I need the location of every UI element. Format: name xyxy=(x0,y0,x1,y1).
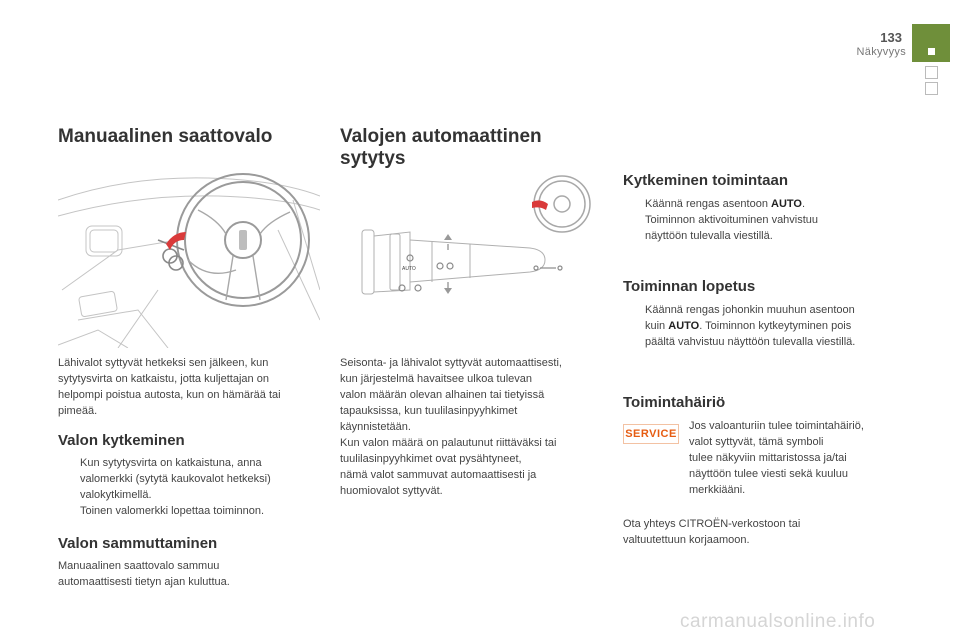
text-line: tulee näkyviin mittaristossa ja/tai xyxy=(689,452,847,464)
section-tab[interactable] xyxy=(925,66,938,79)
intro-paragraph xyxy=(58,355,320,419)
heading-malfunction: Toimintahäiriö xyxy=(623,394,726,411)
text-span: . Toiminnon kytkeytyminen pois xyxy=(699,320,852,332)
text-line: Jos valoanturiin tulee toimintahäiriö, xyxy=(689,420,864,432)
automatic-lighting-paragraph xyxy=(340,355,602,499)
text-line: Toiminnon aktivoituminen vahvistuu xyxy=(645,214,819,226)
bullet-item xyxy=(58,455,320,503)
section-name: Näkyvyys xyxy=(856,46,906,58)
bullet-item xyxy=(623,302,903,350)
text-line: merkkiääni. xyxy=(689,484,746,496)
text-span: kuin xyxy=(645,320,669,332)
text-line: kun järjestelmä havaitsee ulkoa tulevan xyxy=(340,373,533,385)
contact-paragraph xyxy=(623,516,893,548)
auto-keyword: AUTO xyxy=(771,198,802,210)
stalk-drawing xyxy=(340,170,602,350)
text-line: Käännä rengas johonkin muuhun asentoon xyxy=(645,304,855,316)
light-stalk-illustration xyxy=(340,170,602,350)
text-line: valokytkimellä. xyxy=(80,489,152,501)
text-line: pimeää. xyxy=(58,405,98,417)
text-line: sytytysvirta on katkaistu, jotta kuljettajan on xyxy=(58,373,269,385)
text-line: huomiovalot syttyvät. xyxy=(340,485,443,497)
text-span: . xyxy=(801,198,806,210)
light-off-paragraph xyxy=(58,558,320,590)
text-line: valomerkki (sytytä kaukovalot hetkeksi) xyxy=(80,473,271,485)
text-line xyxy=(645,196,893,212)
heading-deactivation: Toiminnan lopetus xyxy=(623,278,756,295)
service-warning-icon: SERVICE xyxy=(623,424,679,444)
text-line: nämä valot sammuvat automaattisesti ja xyxy=(340,469,537,481)
text-line: Toinen valomerkki lopettaa toiminnon. xyxy=(80,505,265,517)
text-line: valon määrän olevan alhainen tai tietyissä xyxy=(340,389,545,401)
dashboard-illustration xyxy=(58,170,320,348)
text-line: Seisonta- ja lähivalot syttyvät automaattisesti, xyxy=(340,357,562,369)
text-line: valtuutettuun korjaamoon. xyxy=(623,534,750,546)
text-line: Manuaalinen saattovalo sammuu xyxy=(58,560,220,572)
text-line: helpompi poistua autosta, kun on hämärää tai xyxy=(58,389,281,401)
title-line: sytytys xyxy=(340,148,406,169)
heading-light-on: Valon kytkeminen xyxy=(58,432,185,449)
text-line: Ota yhteys CITROËN-verkostoon tai xyxy=(623,518,801,530)
light-on-bullets xyxy=(58,455,320,519)
bullet-item xyxy=(623,196,893,244)
section-tab-active[interactable] xyxy=(912,24,950,62)
section-tab[interactable] xyxy=(925,82,938,95)
text-line: Kun valon määrä on palautunut riittäväksi tai xyxy=(340,437,557,449)
activation-bullet xyxy=(623,196,893,244)
stalk-auto-label: AUTO xyxy=(402,266,416,272)
heading-light-off: Valon sammuttaminen xyxy=(58,535,218,552)
text-line: automaattisesti tietyn ajan kuluttua. xyxy=(58,576,230,588)
bullet-item xyxy=(58,503,320,519)
deactivation-bullet xyxy=(623,302,903,350)
text-line: Lähivalot syttyvät hetkeksi sen jälkeen, kun xyxy=(58,357,269,369)
tab-marker-icon xyxy=(928,48,935,55)
text-line: tapauksissa, kun tuulilasinpyyhkimet xyxy=(340,405,518,417)
text-line: tuulilasinpyyhkimet ovat pysähtyneet, xyxy=(340,453,522,465)
title-automatic-lighting xyxy=(340,126,542,170)
text-line: käynnistetään. xyxy=(340,421,411,433)
malfunction-paragraph xyxy=(689,418,899,498)
auto-keyword: AUTO xyxy=(668,320,700,332)
dashboard-drawing xyxy=(58,170,320,348)
title-manual-guide-lighting: Manuaalinen saattovalo xyxy=(58,126,273,147)
watermark: carmanualsonline.info xyxy=(680,611,876,632)
text-span: Käännä rengas asentoon xyxy=(645,198,771,210)
page-number: 133 xyxy=(880,30,902,45)
text-line: Kun sytytysvirta on katkaistuna, anna xyxy=(80,457,262,469)
text-line: näyttöön tulevalla viestillä. xyxy=(645,230,773,242)
title-line: Valojen automaattinen xyxy=(340,126,542,147)
text-line xyxy=(645,318,903,334)
text-line: valot syttyvät, tämä symboli xyxy=(689,436,824,448)
heading-activation: Kytkeminen toimintaan xyxy=(623,172,789,189)
text-line: päältä vahvistuu näyttöön tulevalla viestillä. xyxy=(645,336,856,348)
text-line: näyttöön tulee viesti sekä kuuluu xyxy=(689,468,848,480)
